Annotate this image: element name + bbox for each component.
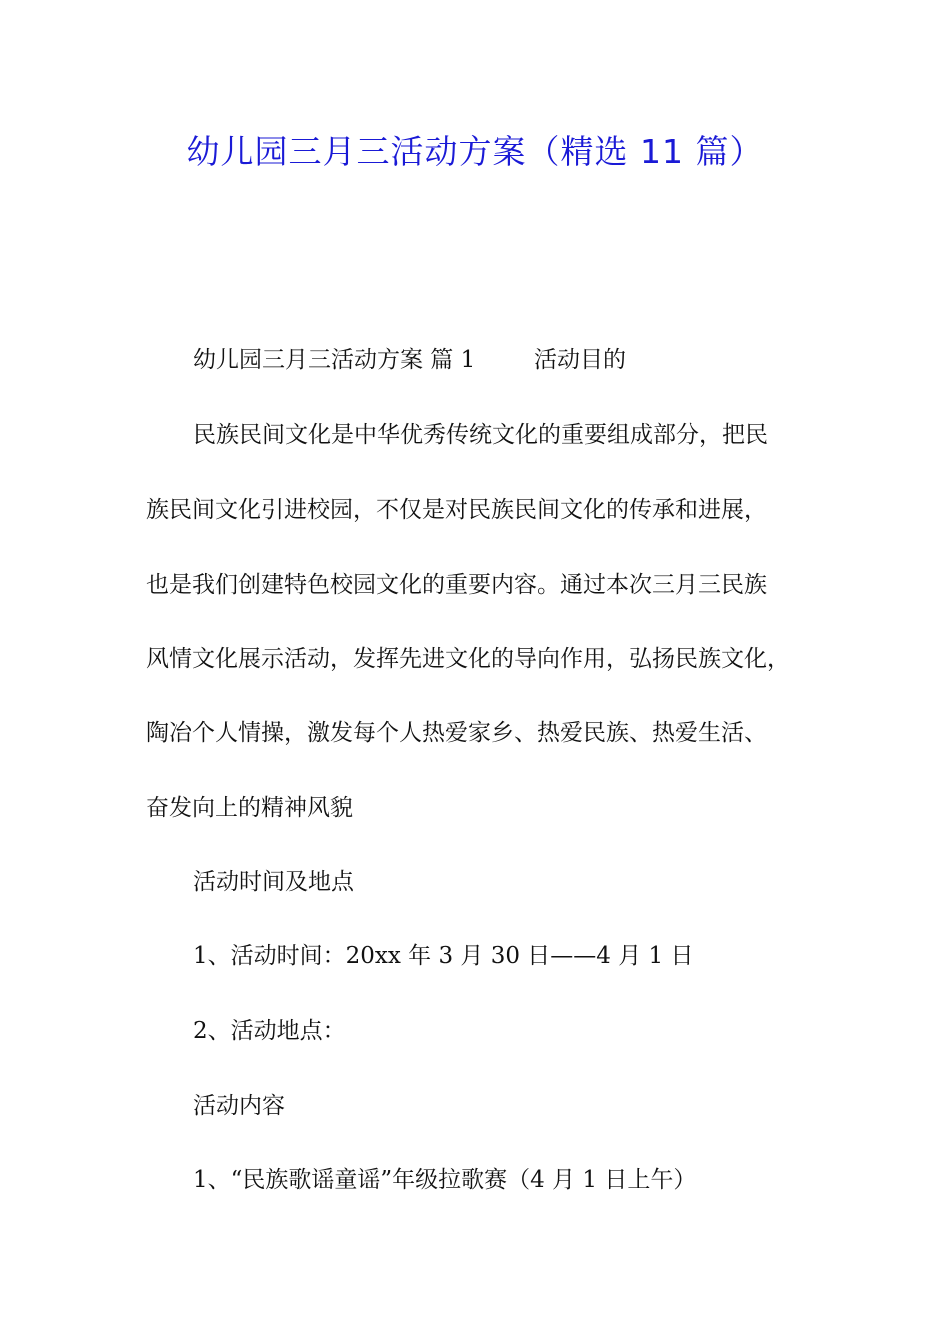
paragraph-line: 陶冶个人情操，激发每个人热爱家乡、热爱民族、热爱生活、 xyxy=(146,720,767,746)
time-place-heading: 活动时间及地点 xyxy=(193,869,354,895)
paragraph-line: 奋发向上的精神风貌 xyxy=(146,795,353,821)
paragraph-line: 也是我们创建特色校园文化的重要内容。通过本次三月三民族 xyxy=(146,572,767,598)
paragraph-line: 风情文化展示活动，发挥先进文化的导向作用，弘扬民族文化， xyxy=(146,646,790,672)
time-item: 1、活动时间：20xx 年 3 月 30 日——4 月 1 日 xyxy=(193,943,694,969)
section-subheading: 活动目的 xyxy=(534,347,626,373)
content-heading: 活动内容 xyxy=(193,1093,285,1119)
paragraph-line: 族民间文化引进校园，不仅是对民族民间文化的传承和进展， xyxy=(146,497,767,523)
section-heading: 幼儿园三月三活动方案 篇 1 xyxy=(193,347,476,373)
document-title: 幼儿园三月三活动方案（精选 11 篇） xyxy=(186,132,764,171)
content-item: 1、“民族歌谣童谣”年级拉歌赛（4 月 1 日上午） xyxy=(193,1167,697,1193)
paragraph-line: 民族民间文化是中华优秀传统文化的重要组成部分，把民 xyxy=(193,422,768,448)
place-item: 2、活动地点： xyxy=(193,1018,346,1044)
